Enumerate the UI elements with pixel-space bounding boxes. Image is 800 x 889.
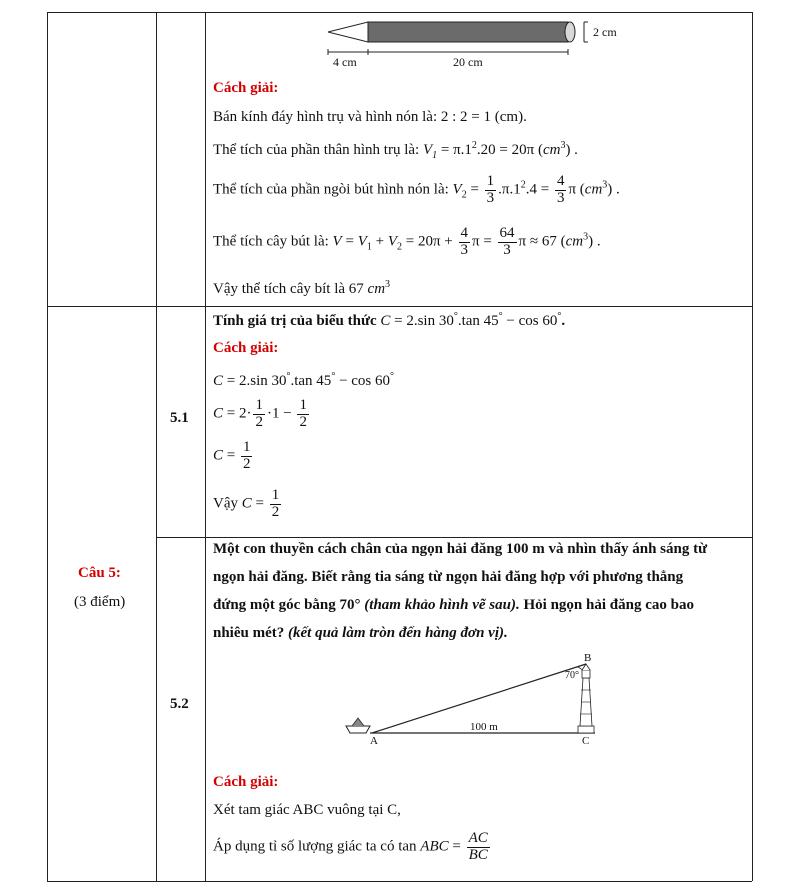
pencil-line-3: Thể tích của phần ngòi bút hình nón là: $V_2$ = $\frac{1}{3}$ $.\pi.1^2.4$ = $\frac{4}{3}$ π $(cm^3)$ .: [213, 173, 620, 206]
table-border-bottom: [47, 881, 752, 882]
pencil-line-5: Vậy thể tích cây bít là 67 $cm^3$: [213, 279, 391, 297]
lighthouse-base: [578, 726, 594, 733]
part-5-2-question-line-3: [213, 597, 694, 614]
q-italic-part: (tham khảo hình vẽ sau).: [364, 597, 520, 613]
part-5-2-question-line-2: ngọn hải đăng. Biết rằng tia sáng từ ngọn hải đăng hợp với phương thẳng: [213, 569, 684, 585]
q-italic-part: (kết quả làm tròn đến hàng đơn vị).: [288, 625, 508, 641]
pencil-body: [368, 22, 568, 42]
part-5-2-line-2: Áp dụng tỉ số lượng giác ta có tan ABC = $\frac{AC}{BC}$: [213, 830, 488, 863]
part-5-1-prompt: Tính giá trị của biểu thức C = 2.sin 30°.tan 45° − cos 60°.: [213, 311, 566, 329]
part-5-2-line-1: Xét tam giác ABC vuông tại C,: [213, 802, 401, 818]
part-5-2-solution-heading: Cách giải:: [213, 774, 279, 790]
part-5-1-solution-heading: Cách giải:: [213, 340, 279, 356]
part-5-1-step-2: C = 2· $\frac{1}{2}$ ·1 − $\frac{1}{2}$: [213, 397, 307, 430]
table-border-left: [47, 12, 48, 881]
pencil-line-4-text: Thể tích cây bút là:: [213, 233, 329, 250]
part-5-1-prompt-text: Tính giá trị của biểu thức: [213, 313, 377, 329]
lighthouse-figure: [340, 650, 620, 750]
fig-label-A: A: [370, 735, 378, 747]
pencil-line-2: Thể tích của phần thân hình trụ là: $V_1 = \pi.1^2.20 = 20\pi$ $(cm^3)$ .: [213, 140, 578, 161]
part-5-1-step-4: Vậy C = $\frac{1}{2}$: [213, 487, 280, 520]
pencil-line-4: Thể tích cây bút là: $V = V_1 + V_2 = 20\pi$ + $\frac{4}{3}$ π = $\frac{64}{3}$ π ≈ 67 $(cm^3)$ .: [213, 225, 601, 258]
row-divider-5-2: [156, 537, 752, 538]
pencil-solution-heading: Cách giải:: [213, 80, 279, 96]
pencil-tip: [328, 22, 368, 42]
question-points: (3 điểm): [74, 594, 126, 610]
pencil-line-2-formula: $V_1$: [422, 142, 438, 161]
part-5-1-step-3: C = $\frac{1}{2}$: [213, 439, 251, 472]
fig-label-B: B: [584, 652, 592, 664]
label-tip-length: 4 cm: [333, 55, 357, 69]
lighthouse-lamp: [582, 670, 590, 678]
part-5-2-number: 5.2: [170, 696, 189, 712]
column-divider-1: [156, 12, 157, 881]
q-bold-part: đứng một góc bằng 70°: [213, 597, 361, 613]
pencil-line-2-text: Thể tích của phần thân hình trụ là:: [213, 142, 420, 158]
part-5-2-question-line-4: [213, 625, 508, 642]
q-bold-part: nhiêu mét?: [213, 625, 285, 641]
table-border-right: [752, 12, 753, 881]
part-5-1-number: 5.1: [170, 410, 189, 426]
boat-cabin: [352, 718, 364, 726]
row-divider-q5: [47, 306, 752, 307]
column-divider-2: [205, 12, 206, 881]
fig-label-angle: 70°: [565, 670, 579, 681]
table-border-top: [47, 12, 752, 13]
q-bold-part: Hỏi ngọn hải đăng cao bao: [523, 597, 694, 613]
part-5-1-step-1: C = 2.sin 30°.tan 45° − cos 60°: [213, 371, 395, 389]
pencil-line-5-text: Vậy thể tích cây bít là 67: [213, 281, 364, 297]
label-diameter: 2 cm: [593, 25, 617, 39]
pencil-line-1: Bán kính đáy hình trụ và hình nón là: 2 : 2 = 1 (cm).: [213, 109, 527, 125]
question-label: Câu 5:: [78, 565, 121, 581]
boat-hull: [346, 726, 370, 733]
fig-label-C: C: [582, 735, 590, 747]
part-5-2-question-line-1: Một con thuyền cách chân của ngọn hải đăng 100 m và nhìn thấy ánh sáng từ: [213, 541, 708, 557]
pencil-end: [565, 22, 575, 42]
label-body-length: 20 cm: [453, 55, 483, 69]
part-5-2-line-2-text: Áp dụng tỉ số lượng giác ta có: [213, 838, 395, 855]
pencil-line-3-text: Thể tích của phần ngòi bút hình nón là:: [213, 181, 449, 198]
fig-label-distance: 100 m: [470, 721, 498, 733]
